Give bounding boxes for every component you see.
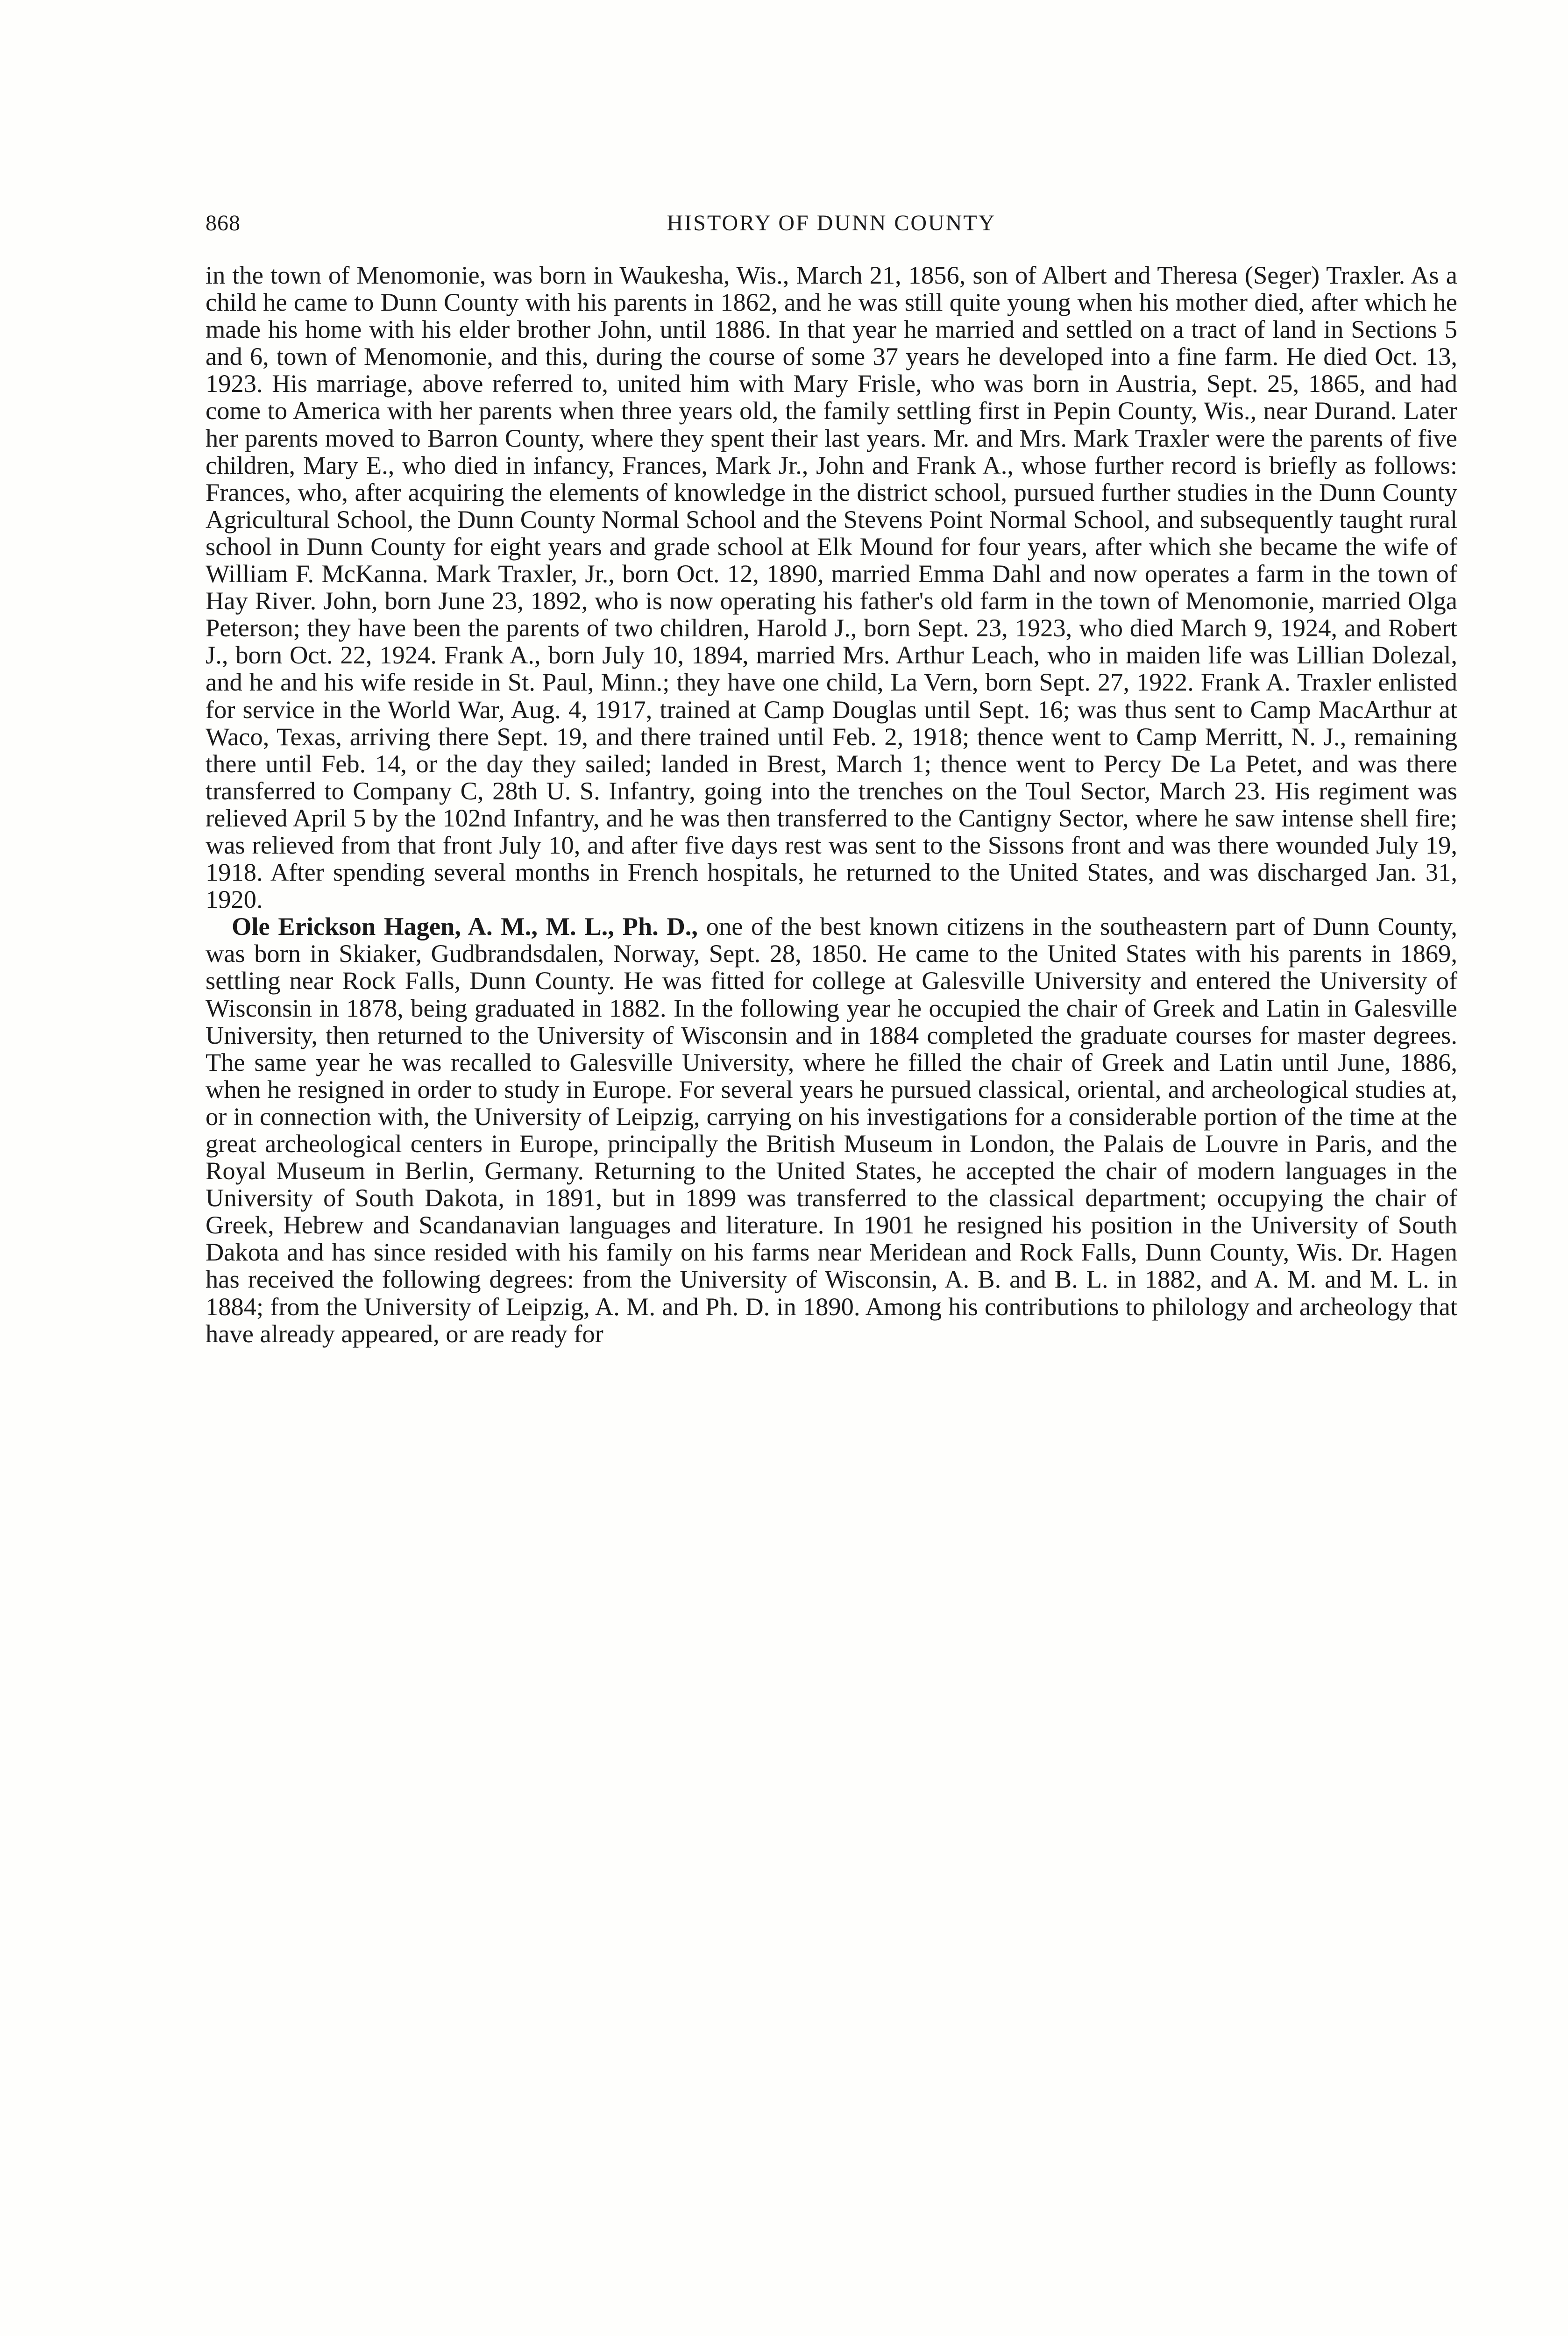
running-title: HISTORY OF DUNN COUNTY xyxy=(667,211,996,235)
page-number: 868 xyxy=(206,211,241,235)
paragraph-hagen xyxy=(206,913,1457,1347)
paragraph-text: one of the best known citizens in the southeastern part of Dunn County, was born in Skiaker, Gudbrandsdalen, Norway, Sept. 28, 1850. He came to the United States with his parents in 1869, settling near Rock Falls, Dunn County. He was fitted for college at Galesville University and entered the University of Wisconsin in 1878, being graduated in 1882. In the following year he occupied the chair of Greek and Latin in Galesville University, then returned to the University of Wisconsin and in 1884 completed the graduate courses for master degrees. The same year he was recalled to Galesville University, where he filled the chair of Greek and Latin until June, 1886, when he resigned in order to study in Europe. For several years he pursued classical, oriental, and archeological studies at, or in connection with, the University of Leipzig, carrying on his investigations for a considerable portion of the time at the great archeological centers in Europe, principally the British Museum in London, the Palais de Louvre in Paris, and the Royal Museum in Berlin, Germany. Returning to the United States, he accepted the chair of modern languages in the University of South Dakota, in 1891, but in 1899 was transferred to the classical department; occupying the chair of Greek, Hebrew and Scandanavian languages and literature. In 1901 he resigned his position in the University of South Dakota and has since resided with his family on his farms near Meridean and Rock Falls, Dunn County, Wis. Dr. Hagen has received the following degrees: from the University of Wisconsin, A. B. and B. L. in 1882, and A. M. and M. L. in 1884; from the University of Leipzig, A. M. and Ph. D. in 1890. Among his contributions to philology and archeology that have already appeared, or are ready for xyxy=(206,912,1457,1348)
paragraph-text: in the town of Menomonie, was born in Waukesha, Wis., March 21, 1856, son of Albert and Theresa (Seger) Traxler. As a child he came to Dunn County with his parents in 1862, and he was still quite young when his mother died, after which he made his home with his elder brother John, until 1886. In that year he married and settled on a tract of land in Sections 5 and 6, town of Menomonie, and this, during the course of some 37 years he developed into a fine farm. He died Oct. 13, 1923. His marriage, above referred to, united him with Mary Frisle, who was born in Austria, Sept. 25, 1865, and had come to America with her parents when three years old, the family settling first in Pepin County, Wis., near Durand. Later her parents moved to Barron County, where they spent their last years. Mr. and Mrs. Mark Traxler were the parents of five children, Mary E., who died in infancy, Frances, Mark Jr., John and Frank A., whose further record is briefly as follows: Frances, who, after acquiring the elements of knowledge in the district school, pursued further studies in the Dunn County Agricultural School, the Dunn County Normal School and the Stevens Point Normal School, and subsequently taught rural school in Dunn County for eight years and grade school at Elk Mound for four years, after which she became the wife of William F. McKanna. Mark Traxler, Jr., born Oct. 12, 1890, married Emma Dahl and now operates a farm in the town of Hay River. John, born June 23, 1892, who is now operating his father's old farm in the town of Menomonie, married Olga Peterson; they have been the parents of two children, Harold J., born Sept. 23, 1923, who died March 9, 1924, and Robert J., born Oct. 22, 1924. Frank A., born July 10, 1894, married Mrs. Arthur Leach, who in maiden life was Lillian Dolezal, and he and his wife reside in St. Paul, Minn.; they have one child, La Vern, born Sept. 27, 1922. Frank A. Traxler enlisted for service in the World War, Aug. 4, 1917, trained at Camp Douglas until Sept. 16; was thus sent to Camp MacArthur at Waco, Texas, arriving there Sept. 19, and there trained until Feb. 2, 1918; thence went to Camp Merritt, N. J., remaining there until Feb. 14, or the day they sailed; landed in Brest, March 1; thence went to Percy De La Petet, and was there transferred to Company C, 28th U. S. Infantry, going into the trenches on the Toul Sector, March 23. His regiment was relieved April 5 by the 102nd Infantry, and he was then transferred to the Cantigny Sector, where he saw intense shell fire; was relieved from that front July 10, and after five days rest was sent to the Sissons front and was there wounded July 19, 1918. After spending several months in French hospitals, he returned to the United States, and was discharged Jan. 31, 1920. xyxy=(206,261,1457,914)
paragraph-traxler xyxy=(206,262,1457,913)
body-text xyxy=(206,262,1457,1347)
page-header xyxy=(206,210,1457,248)
entry-name-heading: Ole Erickson Hagen, A. M., M. L., Ph. D., xyxy=(232,912,698,941)
